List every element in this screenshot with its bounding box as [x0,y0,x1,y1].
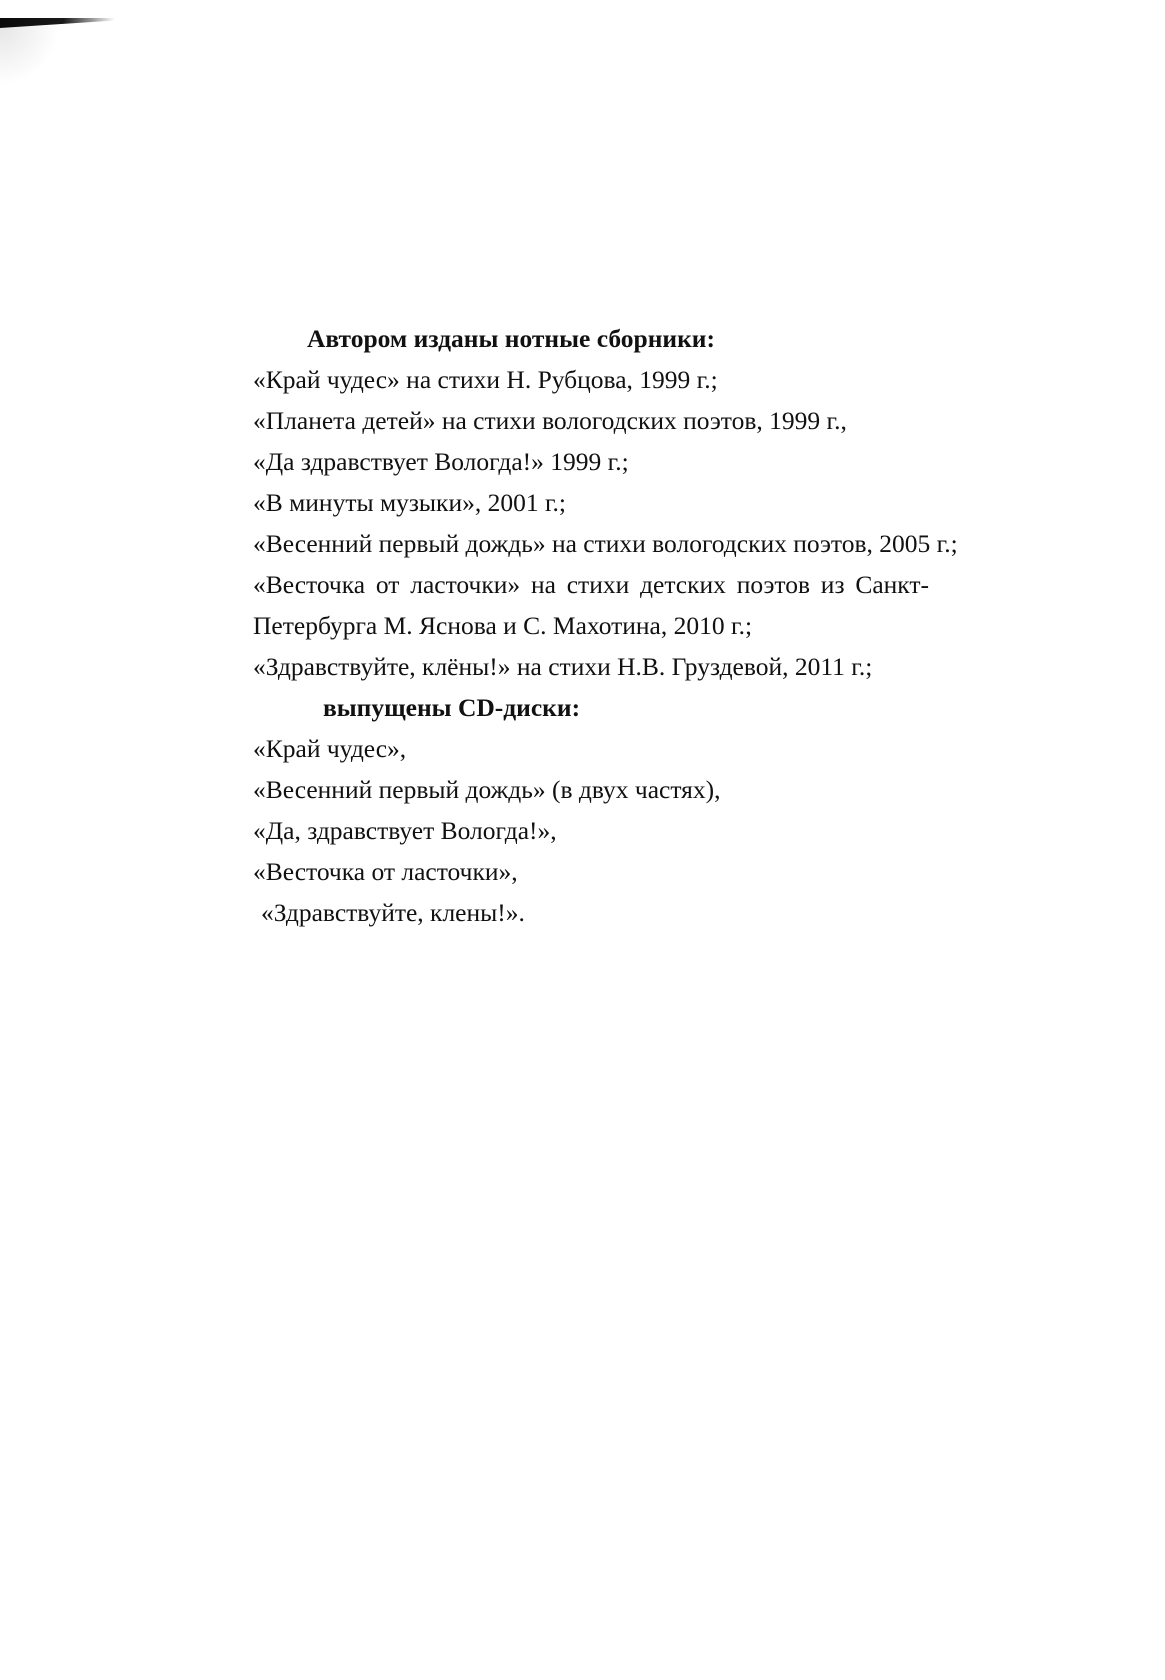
cd-item: «Да, здравствует Вологда!», [253,816,557,845]
publication-item: «Край чудес» на стихи Н. Рубцова, 1999 г.; [253,365,718,394]
cd-item: «Весточка от ласточки», [253,857,518,886]
publication-item: «Планета детей» на стихи вологодских поэтов, 1999 г., [253,406,847,435]
section-heading-sheet-music: Автором изданы нотные сборники: [307,324,715,353]
cd-item: «Край чудес», [253,734,407,763]
section-heading-cd-discs: выпущены CD-диски: [323,693,581,722]
scan-shadow-artifact [0,26,60,86]
publication-item: «В минуты музыки», 2001 г.; [253,488,567,517]
document-page [253,318,958,933]
publication-item: «Да здравствует Вологда!» 1999 г.; [253,447,629,476]
publication-item: «Весенний первый дождь» на стихи вологодских поэтов, 2005 г.; [253,529,958,558]
cd-item: «Здравствуйте, клены!». [261,898,525,927]
cd-item: «Весенний первый дождь» (в двух частях), [253,775,721,804]
publication-item-continuation: Петербурга М. Яснова и С. Махотина, 2010 г.; [253,611,753,640]
publication-item: «Здравствуйте, клёны!» на стихи Н.В. Груздевой, 2011 г.; [253,652,873,681]
publication-item: «Весточка от ласточки» на стихи детских поэтов из Санкт- [253,570,929,599]
